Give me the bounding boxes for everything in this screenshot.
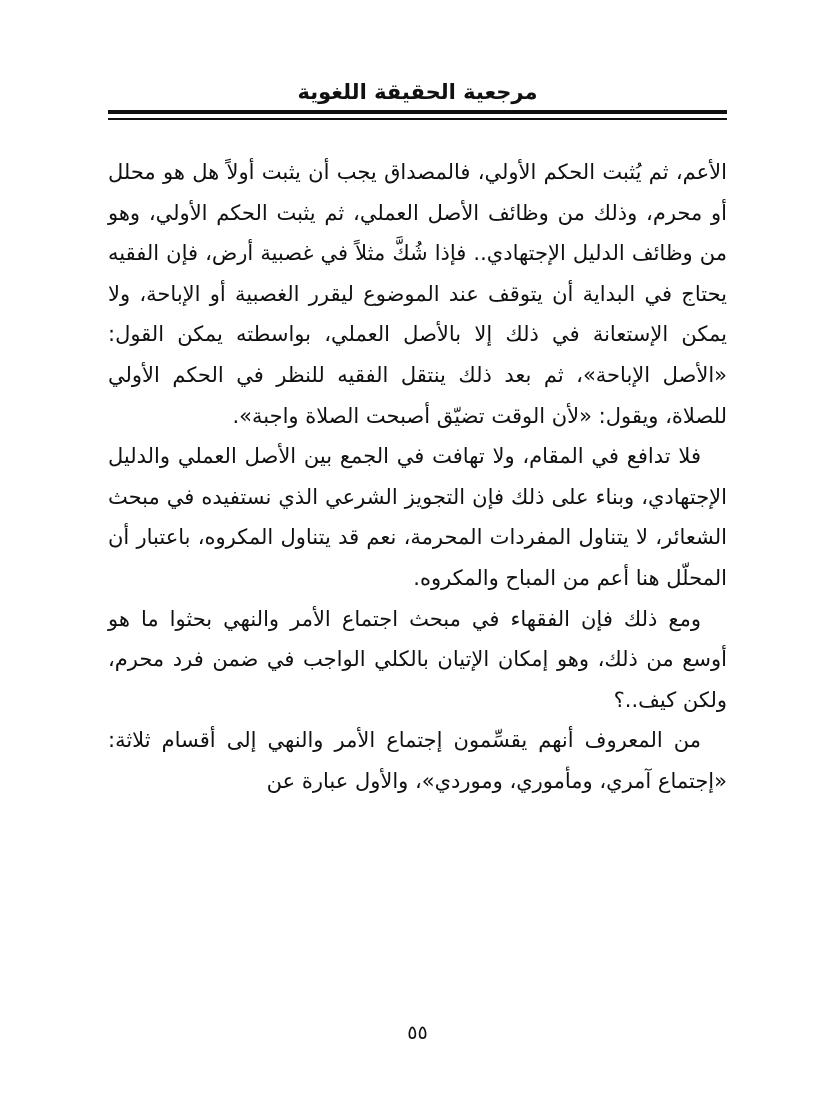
header-rule-thick — [108, 110, 727, 114]
body-text — [108, 152, 727, 802]
page-number: ٥٥ — [407, 1022, 428, 1044]
paragraph-2: فلا تدافع في المقام، ولا تهافت في الجمع بين الأصل العملي والدليل الإجتهادي، وبناء على ذلك فإن التجويز الشرعي الذي نستفيده في مبحث الشعائر، لا يتناول المفردات المحرمة، نعم قد يتناول المكروه، باعتبار أن المحلّل هنا أعم من المباح والمكروه. — [108, 444, 727, 590]
header-rule-thin — [108, 118, 727, 120]
running-header-title: مرجعية الحقيقة اللغوية — [297, 80, 538, 104]
paragraph-1: الأعم، ثم يُثبت الحكم الأولي، فالمصداق يجب أن يثبت أولاً هل هو محلل أو محرم، وذلك من وظائف الأصل العملي، ثم يثبت الحكم الأولي، وهو من وظائف الدليل الإجتهادي.. فإذا شُكَّ مثلاً في غصبية أرض، فإن الفقيه يحتاج في البداية أن يتوقف عند الموضوع ليقرر الغصبية أو الإباحة، ولا يمكن الإستعانة في ذلك إلا بالأصل العملي، بواسطته يمكن القول: «الأصل الإباحة»، ثم بعد ذلك ينتقل الفقيه للنظر في الحكم الأولي للصلاة، ويقول: «لأن الوقت تضيّق أصبحت الصلاة واجبة». — [108, 160, 727, 428]
paragraph-3: ومع ذلك فإن الفقهاء في مبحث اجتماع الأمر والنهي بحثوا ما هو أوسع من ذلك، وهو إمكان الإتيان بالكلي الواجب في ضمن فرد محرم، ولكن كيف..؟ — [108, 606, 727, 712]
paragraph-4: من المعروف أنهم يقسِّمون إجتماع الأمر والنهي إلى أقسام ثلاثة: «إجتماع آمري، ومأموري، وموردي»، والأول عبارة عن — [108, 728, 727, 793]
